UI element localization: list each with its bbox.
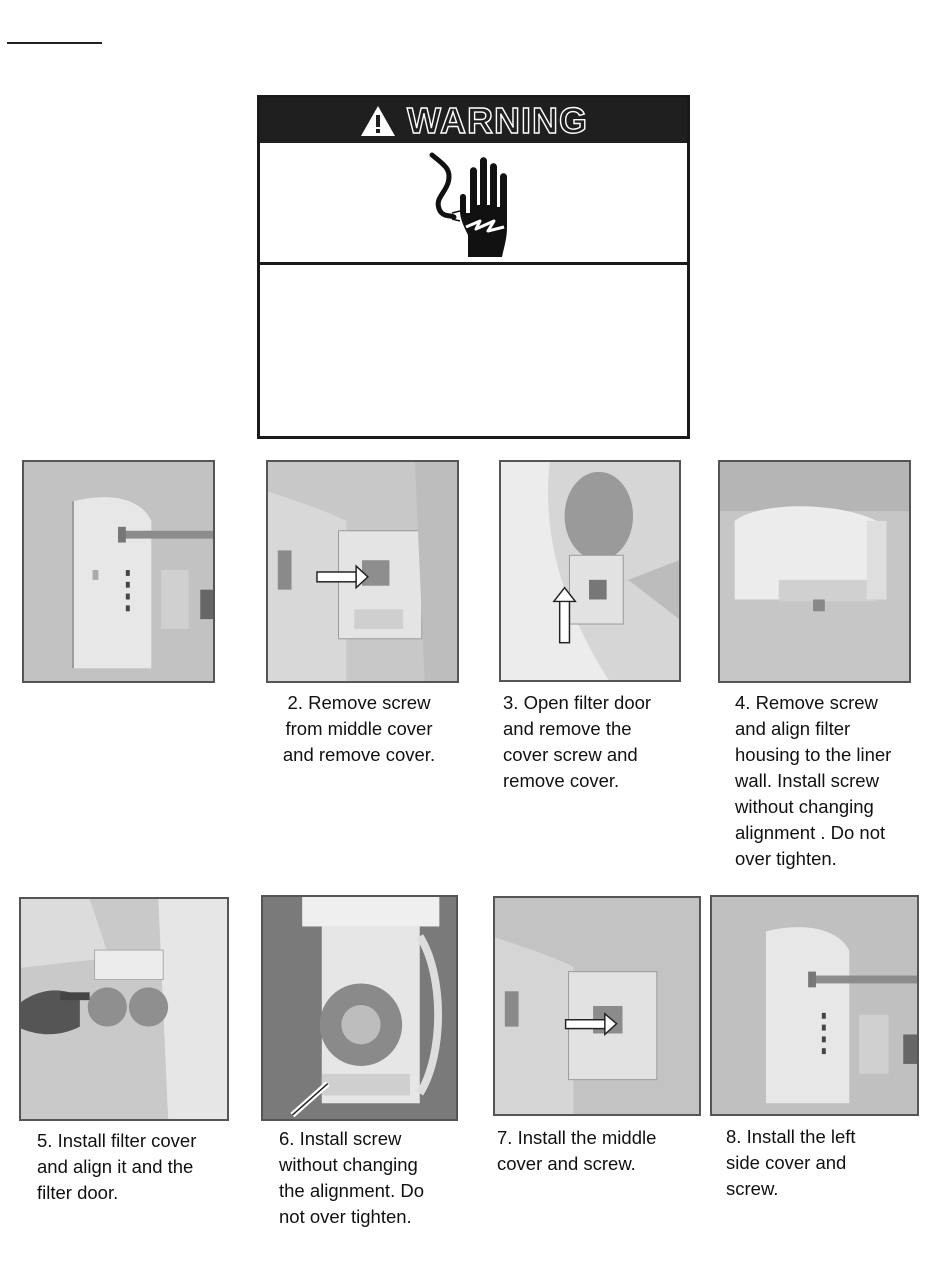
- step-4-caption: 4. Remove screw and align filter housing to the liner wall. Install screw without changing alignment . Do not over tighten.: [735, 692, 892, 869]
- electrical-shock-hand-icon: [414, 147, 534, 259]
- warning-icon-row: [260, 143, 687, 265]
- step-2-photo: [266, 460, 459, 683]
- step-4-photo: [718, 460, 911, 683]
- step-5-photo: [19, 897, 229, 1121]
- warning-header: [260, 98, 687, 143]
- warning-box: [257, 95, 690, 439]
- warning-body: [260, 265, 687, 435]
- step-6-caption: 6. Install screw without changing the alignment. Do not over tighten.: [279, 1128, 425, 1227]
- warning-title: WARNING: [407, 99, 588, 141]
- step-6-photo: [261, 895, 458, 1121]
- header-rule: [7, 42, 102, 44]
- step-8-caption: 8. Install the left side cover and screw.: [726, 1126, 856, 1199]
- step-3-photo: [499, 460, 681, 682]
- step-3-caption: 3. Open filter door and remove the cover screw and remove cover.: [503, 692, 652, 791]
- step-8-photo: [710, 895, 919, 1116]
- step-7-photo: [493, 896, 701, 1116]
- step-1-photo: [22, 460, 215, 683]
- exclamation-triangle-icon: [359, 104, 397, 138]
- step-7-caption: 7. Install the middle cover and screw.: [497, 1127, 657, 1174]
- step-2-caption: 2. Remove screw from middle cover and remove cover.: [282, 692, 436, 765]
- step-5-caption: 5. Install filter cover and align it and the filter door.: [37, 1130, 197, 1203]
